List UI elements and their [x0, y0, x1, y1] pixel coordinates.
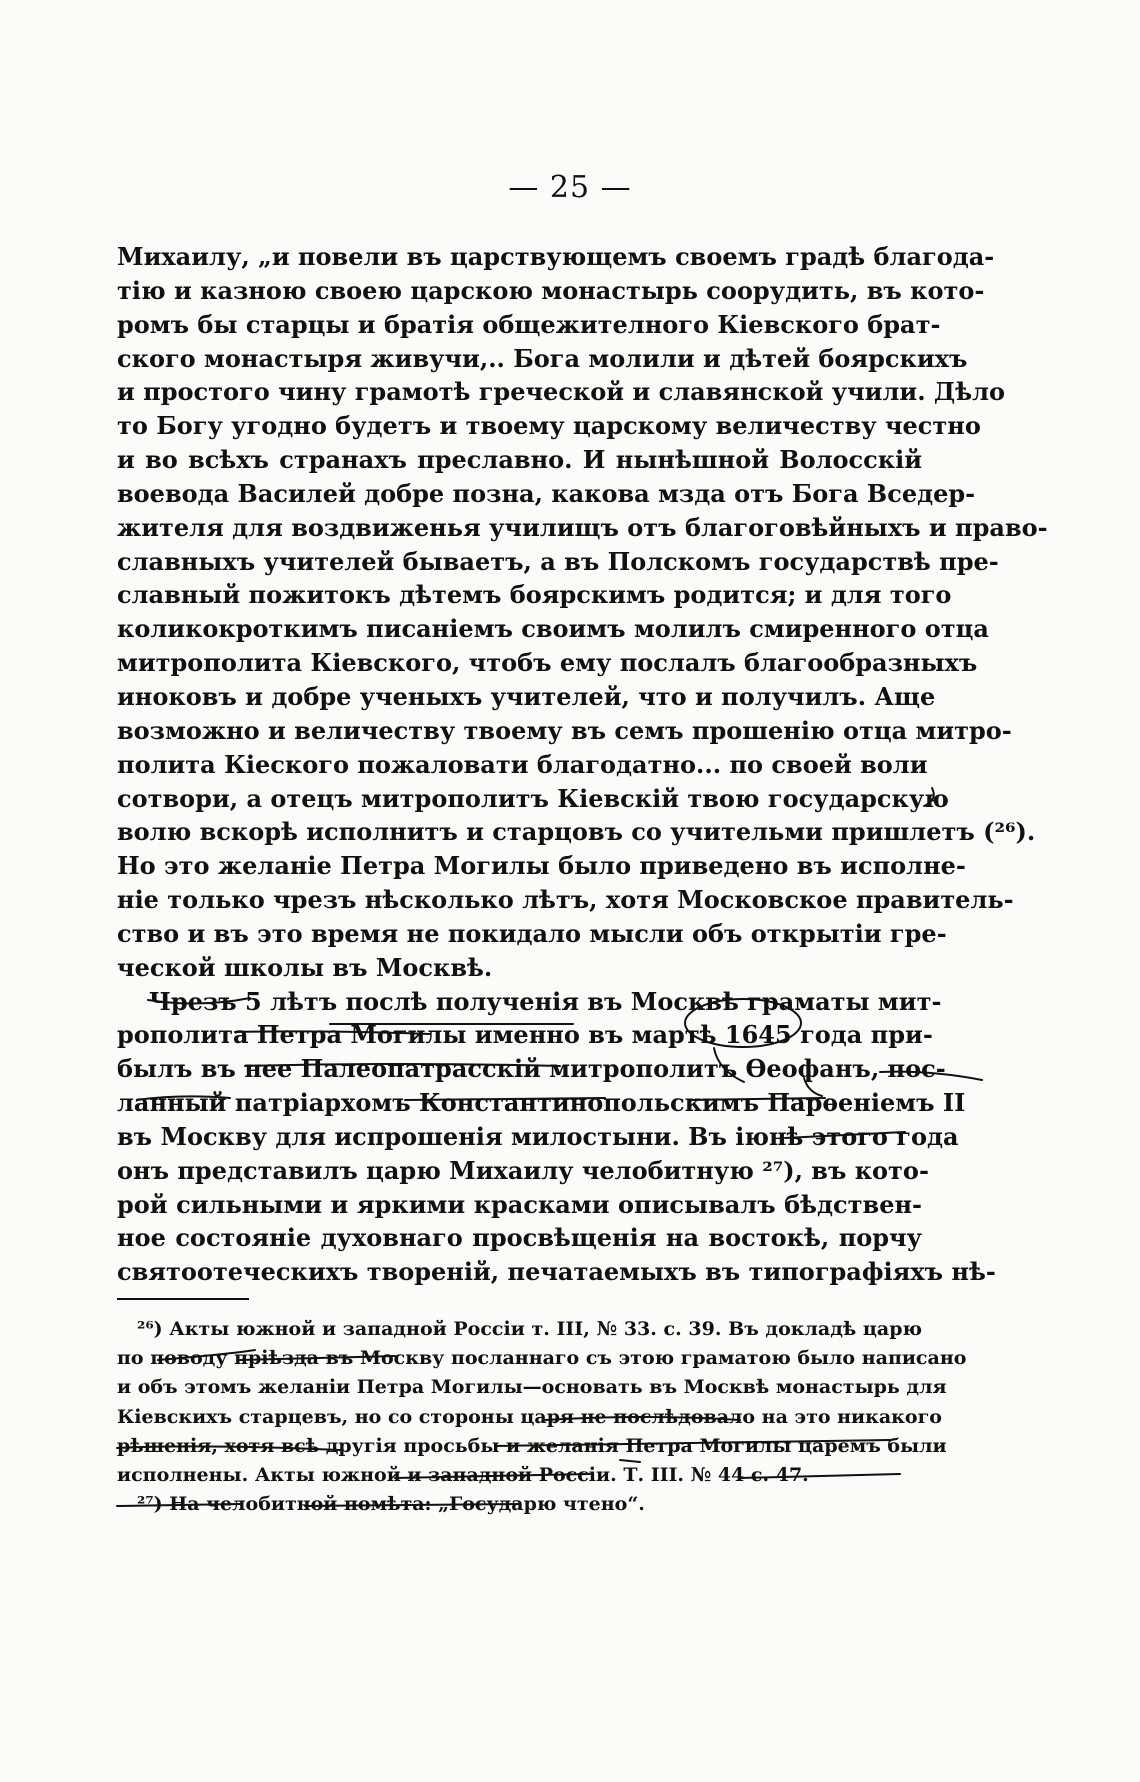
text-line: воевода Василей добре позна, какова мзда отъ Бога Вседер-	[117, 478, 976, 508]
text-line: святоотеческихъ творенiй, печатаемыхъ въ типографiяхъ нѣ-	[117, 1257, 996, 1287]
footnote-line: ²⁷) На челобитной помѣта: „Государю чтено“.	[137, 1493, 645, 1516]
footnote-line: Кiевскихъ старцевъ, но со стороны царя не послѣдовало на это никакого	[117, 1405, 942, 1428]
text-line: ского монастыря живучи,.. Бога молили и дѣтей боярскихъ	[117, 343, 968, 373]
text-line: ство и въ это время не покидало мысли объ открытiи гре-	[117, 918, 947, 948]
text-line: славныхъ учителей бываетъ, а въ Полскомъ государствѣ пре-	[117, 546, 999, 576]
text-line: то Богу угодно будетъ и твоему царскому величеству честно	[117, 411, 981, 441]
text-line: и простого чину грамотѣ греческой и славянской учили. Дѣло	[117, 377, 1006, 407]
text-line: коликокроткимъ писанiемъ своимъ молилъ смиренного отца	[117, 614, 989, 644]
text-line: жителя для воздвиженья училищъ отъ благоговѣйныхъ и право-	[117, 512, 1048, 542]
text-line: полита Кiеского пожаловати благодатно... по своей воли	[117, 749, 928, 779]
footnotes	[117, 1315, 967, 1519]
text-line: рой сильными и яркими красками описывалъ бѣдствен-	[117, 1189, 922, 1219]
footnote-line: по поводу прiѣзда въ Москву посланнаго съ этою грамaтою было написано	[117, 1347, 967, 1370]
text-line: Чрезъ 5 лѣтъ послѣ полученiя въ Москвѣ грамaты мит-	[149, 986, 942, 1016]
text-line: иноковъ и добре ученыхъ учителей, что и получилъ. Аще	[117, 681, 936, 711]
text-line: митрополита Кiевского, чтобъ ему послалъ благообразныхъ	[117, 648, 978, 678]
text-line: тiю и казною своею царскою монастырь соорудить, въ кото-	[117, 275, 985, 305]
text-line: былъ въ нее Палеопатрасскiй митрополитъ Ѳеофанъ, пос-	[117, 1054, 946, 1084]
body-text	[117, 240, 1048, 1289]
text-line: ное состоянiе духовнаго просвѣщенiя на востокѣ, порчу	[117, 1223, 922, 1253]
footnote-separator	[117, 1298, 249, 1300]
text-line: возможно и величеству твоему въ семъ прошенiю отца митро-	[117, 715, 1012, 745]
page-number: — 25 —	[508, 170, 632, 205]
text-line: волю вскорѣ исполнитъ и старцовъ со учительми пришлетъ (²⁶).	[117, 817, 1036, 847]
text-line: и во всѣхъ странахъ преславно. И нынѣшной Волосскiй	[117, 445, 922, 475]
text-line: онъ представилъ царю Михаилу челобитную ²⁷), въ кото-	[117, 1155, 929, 1185]
text-line: Михаилу, „и повели въ царствующемъ своемъ градѣ благода-	[117, 242, 995, 271]
footnote-line: ²⁶) Акты южной и западной Россiи т. III, № 33. с. 39. Въ докладѣ царю	[137, 1318, 922, 1340]
text-line: ромъ бы старцы и братiя общежителного Кiевского брат-	[117, 309, 941, 339]
footnote-line: рѣшенiя, хотя всѣ другiя просьбы и желанiя Петра Могилы царемъ были	[117, 1434, 947, 1457]
footnote-line: и объ этомъ желанiи Петра Могилы—основать въ Москвѣ монастырь для	[117, 1376, 947, 1399]
text-line: славный пожитокъ дѣтемъ боярскимъ родится; и для того	[117, 580, 952, 610]
text-line: ческой школы въ Москвѣ.	[117, 952, 493, 982]
text-line: нiе только чрезъ нѣсколько лѣтъ, хотя Московское правитель-	[117, 885, 1014, 915]
text-line: сотвори, а отецъ митрополитъ Кiевскiй твою государскую	[117, 783, 949, 813]
text-line: рополита Петра Могилы именно въ мартѣ 1645 года при-	[117, 1020, 933, 1050]
text-line: въ Москву для испрошенiя милостыни. Въ iюнѣ этого года	[117, 1121, 959, 1151]
text-line: Но это желанiе Петра Могилы было приведено въ исполне-	[117, 851, 966, 881]
text-line: ланный патрiархомъ Константинопольскимъ Парѳенiемъ II	[117, 1088, 966, 1118]
footnote-line: исполнены. Акты южной и западной Россiи. Т. III. № 44 с. 47.	[117, 1463, 809, 1486]
